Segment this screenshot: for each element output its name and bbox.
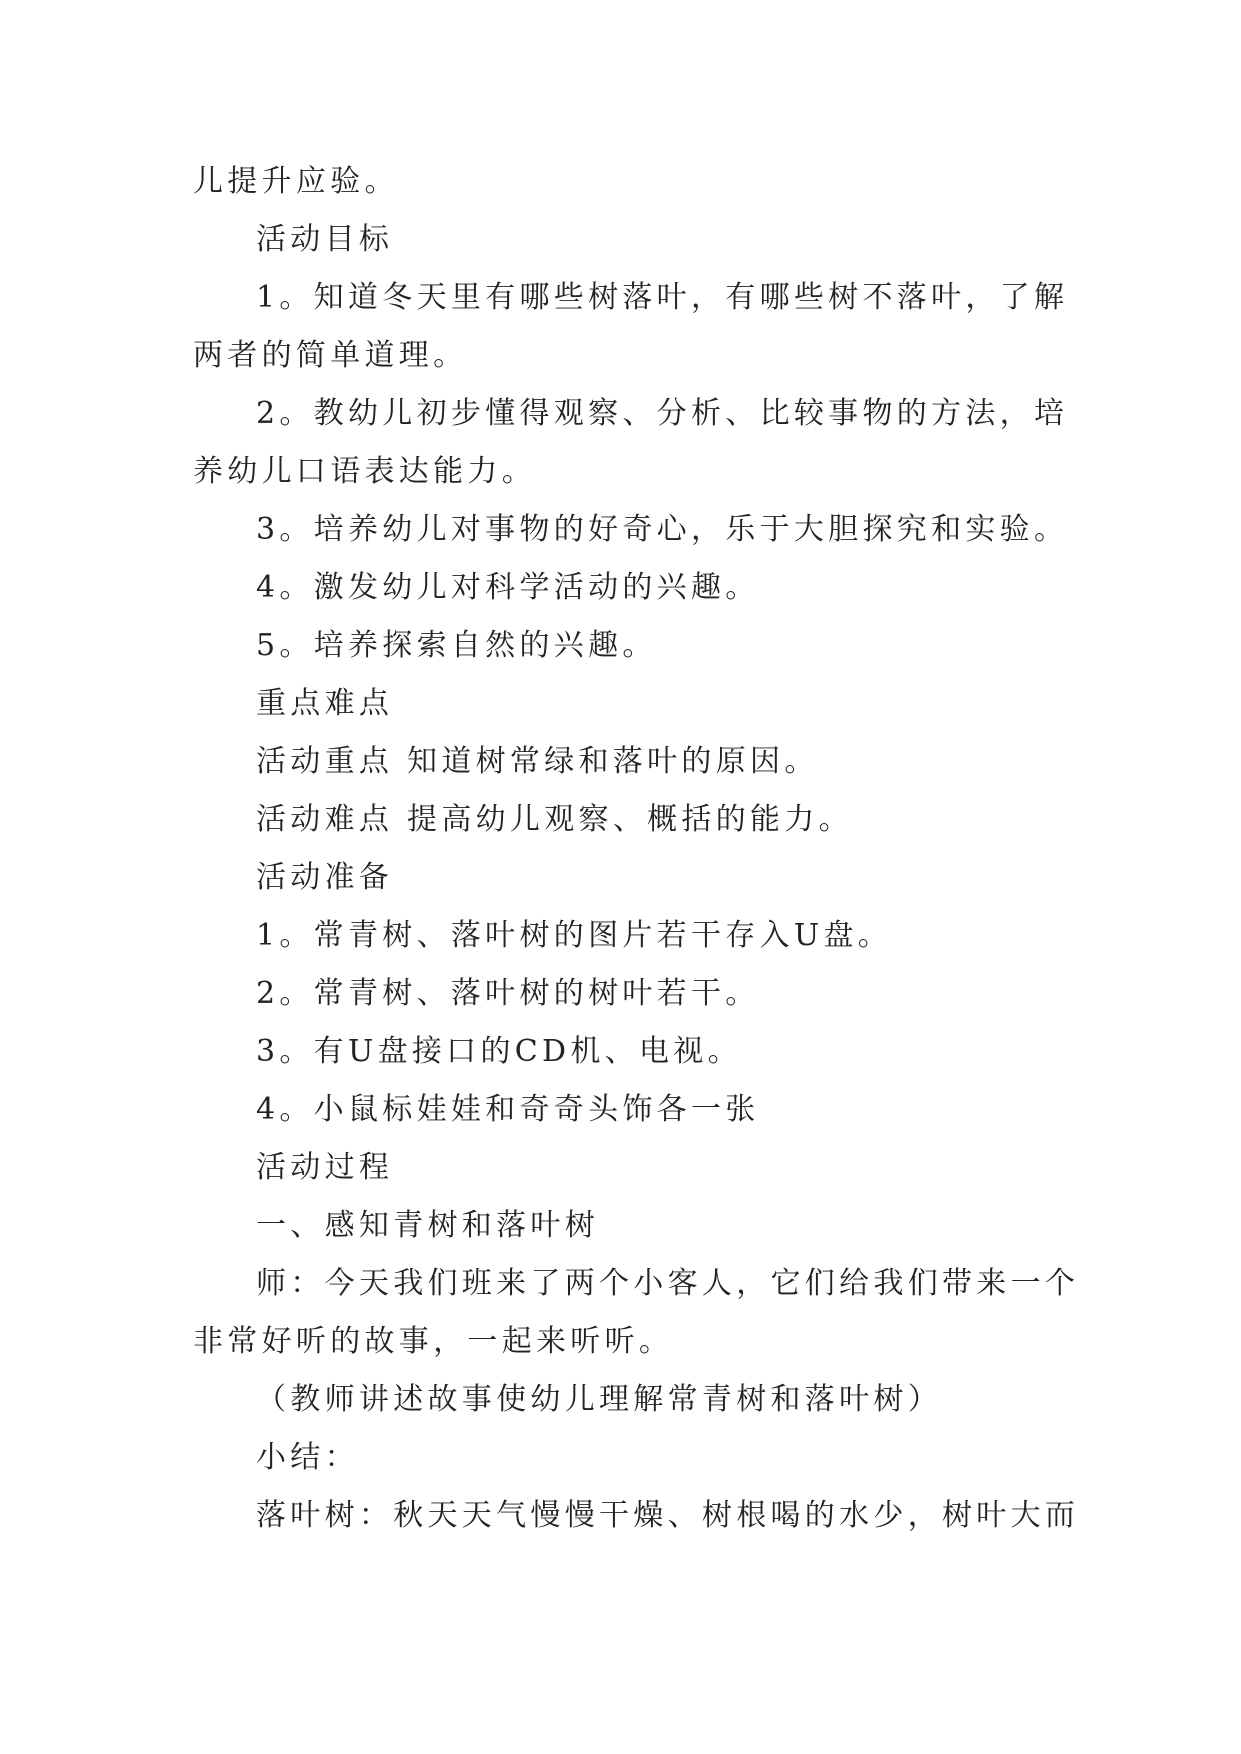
section-heading-goals: 活动目标 <box>256 222 394 257</box>
text-line: 5。培养探索自然的兴趣。 <box>256 628 657 663</box>
text-line: 活动难点 提高幼儿观察、概括的能力。 <box>256 802 853 837</box>
text-line: 1。常青树、落叶树的图片若干存入U盘。 <box>256 918 893 953</box>
text-line: （教师讲述故事使幼儿理解常青树和落叶树） <box>256 1382 942 1417</box>
text-line: 活动重点 知道树常绿和落叶的原因。 <box>256 744 819 779</box>
text-line: 3。培养幼儿对事物的好奇心，乐于大胆探究和实验。 <box>256 512 1069 547</box>
section-heading-key-points: 重点难点 <box>256 686 394 721</box>
text-line: 养幼儿口语表达能力。 <box>193 454 536 489</box>
text-line: 师：今天我们班来了两个小客人，它们给我们带来一个 <box>256 1266 1080 1301</box>
text-line: 1。知道冬天里有哪些树落叶，有哪些树不落叶，了解 <box>256 280 1069 315</box>
text-line: 一、感知青树和落叶树 <box>256 1208 599 1243</box>
text-line: 两者的简单道理。 <box>193 338 468 373</box>
text-line: 落叶树：秋天天气慢慢干燥、树根喝的水少，树叶大而 <box>256 1498 1080 1533</box>
text-line: 小结： <box>256 1440 359 1475</box>
text-line: 4。小鼠标娃娃和奇奇头饰各一张 <box>256 1092 760 1127</box>
text-line: 非常好听的故事，一起来听听。 <box>193 1324 674 1359</box>
text-line: 3。有U盘接口的CD机、电视。 <box>256 1034 742 1069</box>
section-heading-process: 活动过程 <box>256 1150 394 1185</box>
text-line: 2。常青树、落叶树的树叶若干。 <box>256 976 760 1011</box>
text-line: 儿提升应验。 <box>193 164 399 199</box>
text-line: 4。激发幼儿对科学活动的兴趣。 <box>256 570 760 605</box>
text-line: 2。教幼儿初步懂得观察、分析、比较事物的方法，培 <box>256 396 1069 431</box>
section-heading-preparation: 活动准备 <box>256 860 394 895</box>
document-body <box>193 153 1080 1545</box>
